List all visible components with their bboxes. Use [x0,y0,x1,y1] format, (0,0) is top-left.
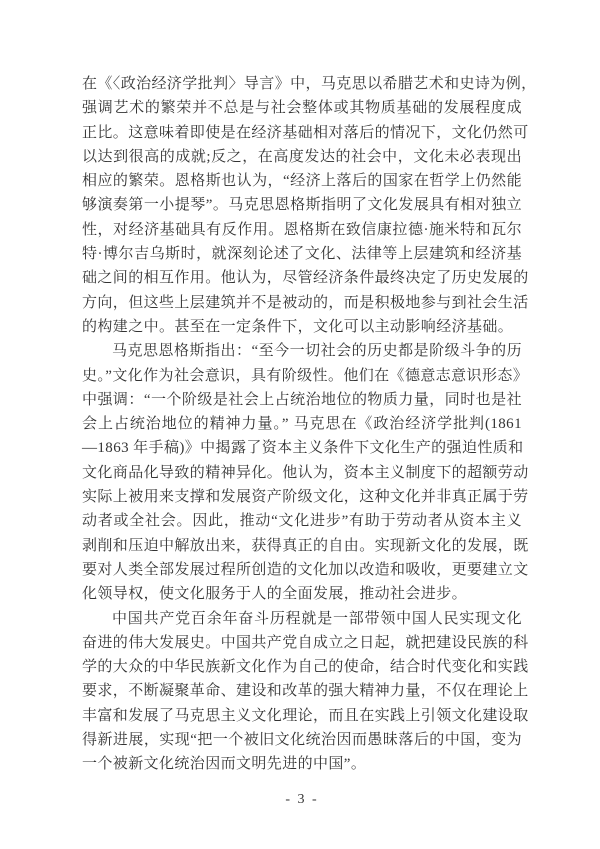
text-line: 方向，但这些上层建筑并不是被动的，而是积极地参与到社会生活 [82,294,529,311]
text-line: 在《〈政治经济学批判〉导言》中，马克思以希腊艺术和史诗为例， [82,76,537,92]
text-line: 文化商品化导致的精神异化。他认为，资本主义制度下的超额劳动 [82,464,529,481]
text-line: 会上占统治地位的精神力量。” 马克思在《政治经济学批判(1861 [82,416,522,433]
text-line: 中强调：“一个阶级是社会上占统治地位的物质力量，同时也是社 [82,391,522,408]
paragraph [82,339,529,606]
text-line: 以达到很高的成就;反之，在高度发达的社会中，文化未必表现出 [82,148,522,165]
document-body [82,72,537,777]
text-line: 一个被新文化统治因而文明先进的中国”。 [82,756,367,773]
text-line: 够演奏第一小提琴”。马克思恩格斯指明了文化发展具有相对独立 [82,197,522,214]
text-line: 要求，不断凝聚革命、建设和改革的强大精神力量，不仅在理论上 [82,683,529,700]
text-line: 马克思恩格斯指出：“至今一切社会的历史都是阶级斗争的历 [112,343,522,360]
text-line: 正比。这意味着即使是在经济基础相对落后的情况下，文化仍然可 [82,124,529,141]
text-line: 奋进的伟大发展史。中国共产党自成立之日起，就把建设民族的科 [82,634,529,651]
paragraph [82,72,537,339]
text-line: 动者或全社会。因此，推动“文化进步”有助于劳动者从资本主义 [82,513,522,530]
text-line: 特·博尔吉乌斯时，就深刻论述了文化、法律等上层建筑和经济基 [82,246,522,263]
text-line: 强调艺术的繁荣并不总是与社会整体或其物质基础的发展程度成 [82,100,522,117]
text-line: 剥削和压迫中解放出来，获得真正的自由。实现新文化的发展，既 [82,537,529,554]
text-line: 性，对经济基础具有反作用。恩格斯在致信康拉德·施米特和瓦尔 [82,221,522,238]
text-line: 要对人类全部发展过程所创造的文化加以改造和吸收，更要建立文 [82,561,529,578]
text-line: 史。”文化作为社会意识，具有阶级性。他们在《德意志意识形态》 [82,367,529,384]
page-number: - 3 - [285,791,319,807]
text-line: 丰富和发展了马克思主义文化理论，而且在实践上引领文化建设取 [82,707,529,724]
paragraph [82,607,529,777]
text-line: —1863 年手稿)》中揭露了资本主义条件下文化生产的强迫性质和 [82,440,524,457]
text-line: 化领导权，使文化服务于人的全面发展，推动社会进步。 [82,586,468,603]
text-line: 得新进展，实现“把一个被旧文化统治因而愚昧落后的中国，变为 [82,732,522,749]
text-line: 实际上被用来支撑和发展资产阶级文化，这种文化并非真正属于劳 [82,489,529,506]
text-line: 中国共产党百余年奋斗历程就是一部带领中国人民实现文化 [112,610,522,627]
text-line: 学的大众的中华民族新文化作为自己的使命，结合时代变化和实践 [82,659,529,676]
text-line: 础之间的相互作用。他认为，尽管经济条件最终决定了历史发展的 [82,270,529,287]
text-line: 的构建之中。甚至在一定条件下，文化可以主动影响经济基础。 [82,318,514,335]
text-line: 相应的繁荣。恩格斯也认为，“经济上落后的国家在哲学上仍然能 [82,173,522,190]
